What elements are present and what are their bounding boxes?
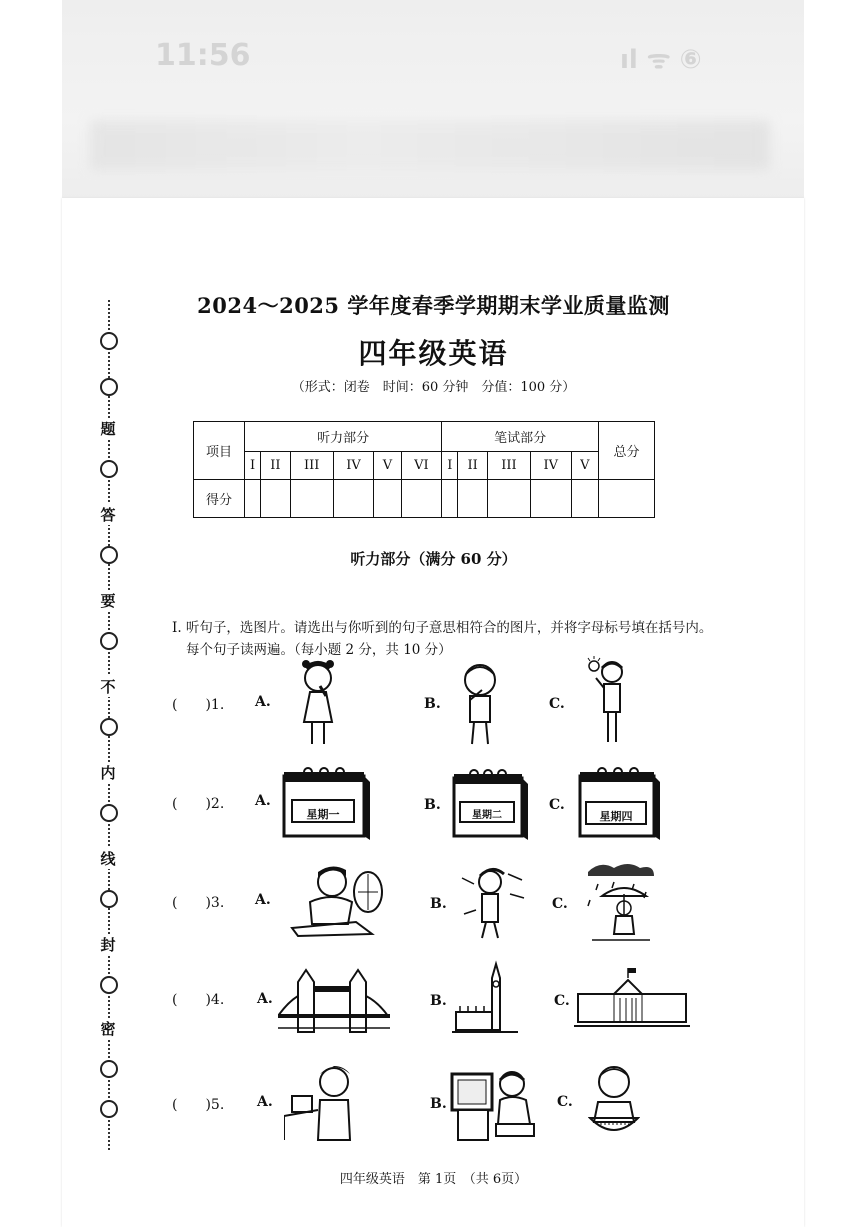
question-number: ( )1.	[172, 697, 225, 713]
binding-ring-icon	[100, 1100, 118, 1118]
binding-ring-icon	[100, 460, 118, 478]
phone-call-picture	[284, 1060, 360, 1142]
seal-char: 密	[98, 1018, 118, 1039]
score-cell[interactable]	[487, 480, 530, 518]
col-header: VI	[401, 452, 442, 480]
listening-section-title: 听力部分（满分 60 分）	[350, 550, 517, 568]
question-number: ( )2.	[172, 796, 225, 812]
rainy-weather-picture	[584, 860, 658, 944]
option-label: A.	[257, 1094, 273, 1110]
calendar-icon	[576, 766, 662, 840]
col-header: III	[487, 452, 530, 480]
col-header: IV	[530, 452, 571, 480]
part1-instruction-2: 每个句子读两遍。（每小题 2 分，共 10 分）	[186, 642, 452, 658]
calendar-day-label: 星期四	[599, 810, 633, 823]
col-header: V	[571, 452, 598, 480]
calendar-icon	[280, 766, 372, 840]
col-header: II	[261, 452, 291, 480]
white-house-picture	[574, 968, 690, 1030]
eating-picture	[588, 1062, 640, 1144]
watching-tv-picture	[450, 1064, 546, 1146]
col-header: III	[290, 452, 333, 480]
part1-instruction: I. 听句子，选图片。请选出与你听到的句子意思相符合的图片，并将字母标号填在括号内。	[172, 620, 713, 636]
seal-char: 不	[98, 676, 118, 697]
binding-ring-icon	[100, 632, 118, 650]
total-label: 总分	[599, 422, 655, 480]
question-number: ( )4.	[172, 992, 225, 1008]
subject-title: 四年级英语	[358, 337, 509, 370]
binding-line	[88, 300, 128, 1150]
option-label: C.	[554, 993, 570, 1009]
calendar-day-label: 星期二	[472, 810, 502, 821]
option-label: B.	[424, 797, 441, 813]
question-number: ( )5.	[172, 1097, 225, 1113]
seal-char: 要	[98, 590, 118, 611]
girl-coughing-picture	[296, 656, 346, 748]
boy-toothache-picture	[458, 660, 502, 746]
option-label: A.	[255, 892, 271, 908]
exam-info: （形式：闭卷 时间：60 分钟 分值：100 分）	[291, 380, 576, 395]
option-label: C.	[557, 1094, 573, 1110]
score-cell[interactable]	[245, 480, 261, 518]
binding-ring-icon	[100, 718, 118, 736]
windy-weather-picture	[458, 864, 528, 940]
big-ben-picture	[452, 960, 518, 1036]
score-label: 得分	[194, 480, 245, 518]
score-cell[interactable]	[571, 480, 598, 518]
option-label: B.	[430, 896, 447, 912]
exam-title: 2024～2025 学年度春季学期期末学业质量监测	[197, 293, 670, 318]
seal-char: 线	[98, 848, 118, 869]
score-cell[interactable]	[374, 480, 401, 518]
option-label: B.	[430, 993, 447, 1009]
seal-char: 封	[98, 934, 118, 955]
boy-idea-picture	[586, 656, 630, 746]
option-label: A.	[255, 694, 271, 710]
option-label: C.	[549, 696, 565, 712]
blurred-header-bar	[90, 120, 770, 170]
score-cell[interactable]	[261, 480, 291, 518]
tower-bridge-picture	[278, 962, 390, 1034]
listening-header: 听力部分	[245, 422, 442, 452]
option-label: B.	[424, 696, 441, 712]
calendar-icon	[450, 768, 530, 840]
option-label: A.	[257, 991, 273, 1007]
calendar-day-label: 星期一	[306, 808, 340, 821]
question-number: ( )3.	[172, 895, 225, 911]
total-cell[interactable]	[599, 480, 655, 518]
option-label: A.	[255, 793, 271, 809]
option-label: C.	[552, 896, 568, 912]
writing-header: 笔试部分	[442, 422, 599, 452]
col-header: IV	[333, 452, 374, 480]
col-header: I	[442, 452, 458, 480]
option-label: B.	[430, 1096, 447, 1112]
score-cell[interactable]	[401, 480, 442, 518]
score-cell[interactable]	[290, 480, 333, 518]
score-cell[interactable]	[442, 480, 458, 518]
score-cell[interactable]	[333, 480, 374, 518]
binding-ring-icon	[100, 1060, 118, 1078]
col-header: I	[245, 452, 261, 480]
seal-char: 内	[98, 762, 118, 783]
score-cell[interactable]	[530, 480, 571, 518]
seal-char: 题	[98, 418, 118, 439]
page-footer: 四年级英语 第 1页 （共 6页）	[339, 1172, 528, 1187]
item-label: 项目	[194, 422, 245, 480]
hot-weather-picture	[286, 862, 386, 940]
option-label: C.	[549, 797, 565, 813]
seal-char: 答	[98, 504, 118, 525]
phone-status-area	[62, 0, 804, 200]
phone-clock: 11:56	[155, 38, 251, 73]
score-table	[193, 421, 655, 518]
binding-ring-icon	[100, 976, 118, 994]
binding-ring-icon	[100, 804, 118, 822]
phone-status-icons: ıl ᯤ ⑥	[620, 45, 702, 75]
score-cell[interactable]	[458, 480, 488, 518]
col-header: V	[374, 452, 401, 480]
col-header: II	[458, 452, 488, 480]
binding-ring-icon	[100, 890, 118, 908]
